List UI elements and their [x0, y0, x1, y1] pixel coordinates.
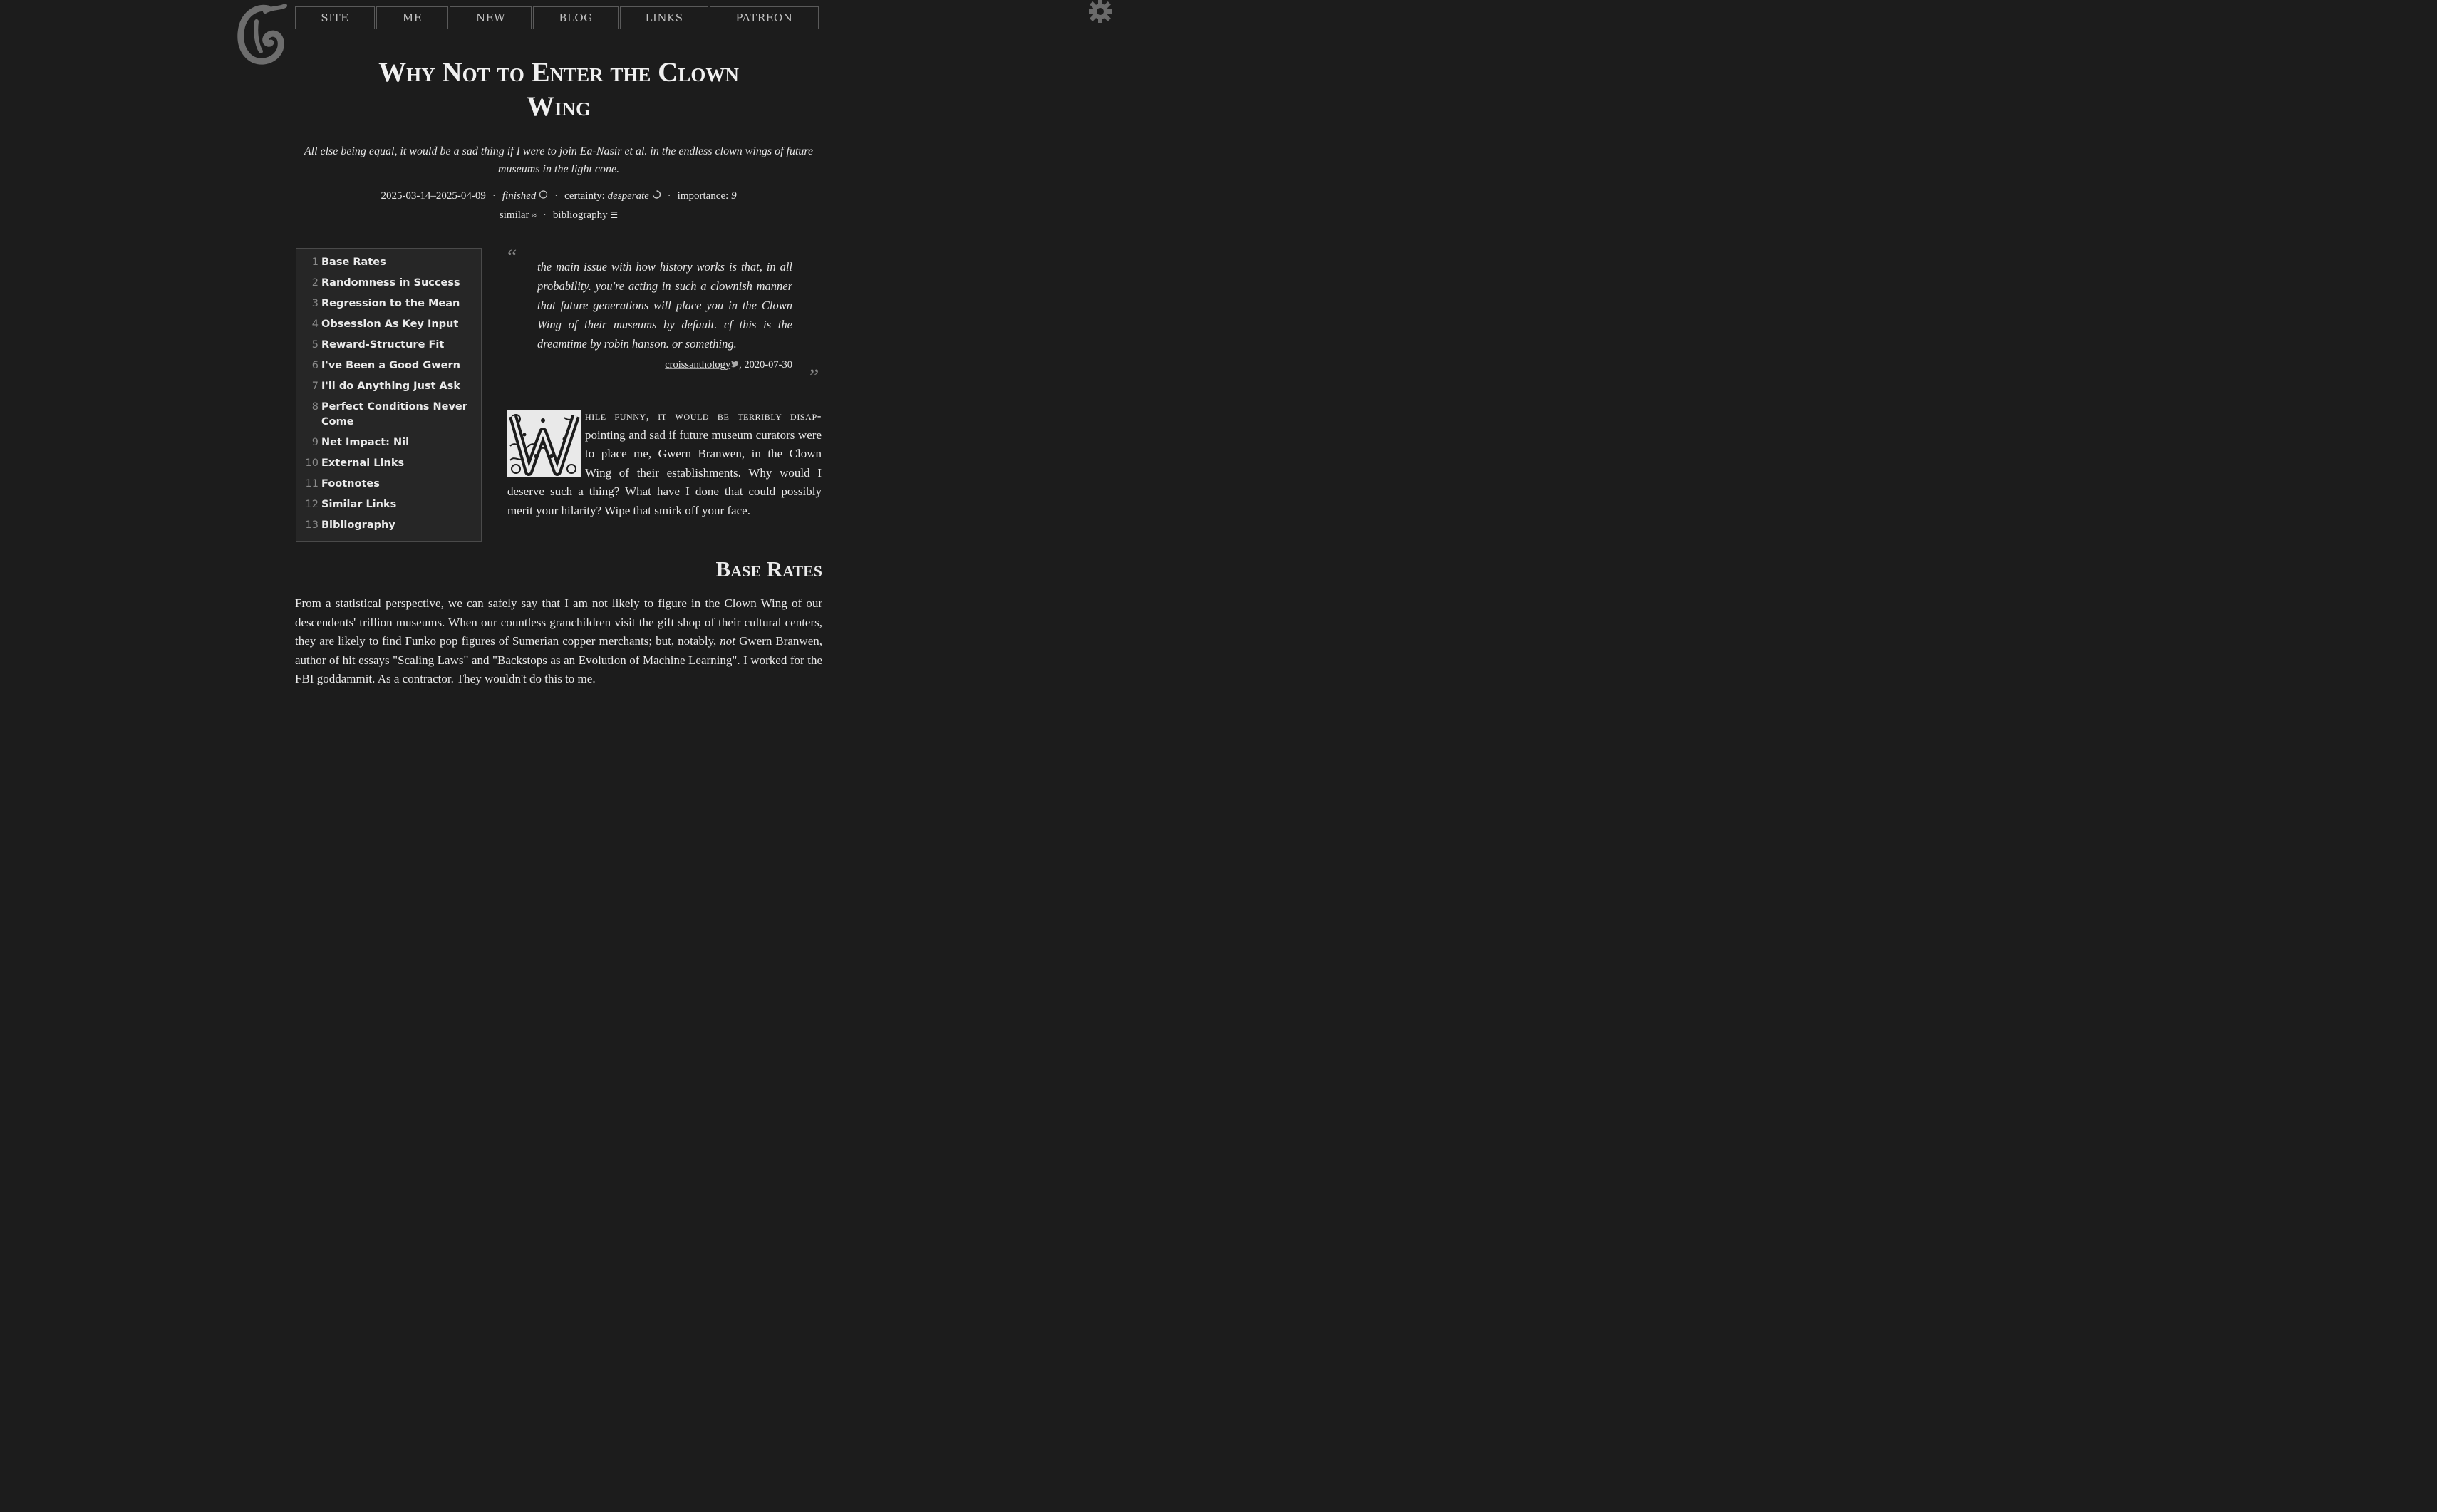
close-quote-icon: ” [809, 365, 819, 388]
intro-smallcaps: hile funny, it would be terribly disap- [585, 409, 822, 423]
toc-link[interactable]: Similar Links [321, 499, 397, 510]
toc-item[interactable] [302, 276, 475, 291]
toc-item[interactable] [302, 255, 475, 270]
toc-link[interactable]: Randomness in Success [321, 277, 460, 289]
toc-item[interactable] [302, 400, 475, 430]
toc-item[interactable] [302, 518, 475, 533]
status-text: finished [502, 190, 537, 202]
epigraph-text: the main issue with how history works is that, in all probability. you're acting in such a clownish manner that future generations will place you in the Clown Wing of their museums by default. cf this is the dreamtime by robin hanson. or something. [537, 260, 792, 351]
toc-link[interactable]: Bibliography [321, 519, 395, 531]
importance-value: 9 [731, 190, 737, 202]
toc-item[interactable] [302, 497, 475, 512]
similar-icon: ≈ [532, 210, 537, 220]
table-of-contents [296, 248, 482, 542]
toc-link[interactable]: Base Rates [321, 257, 386, 268]
top-nav [295, 6, 820, 29]
page-metadata: 2025-03-14–2025-04-09 · finished · certainty: desperate · importance: 9 similar ≈ · bibliography ☰ [381, 190, 737, 221]
certainty-link[interactable]: certainty [564, 190, 602, 202]
abstract-line1: All else being equal, it would be a sad thing if I were to join Ea-Nasir et al. in the endless clown wings of future [304, 145, 814, 157]
toc-link[interactable]: Net Impact: Nil [321, 437, 410, 448]
nav-links-button[interactable]: LINKS [620, 6, 708, 29]
body-text-part2: Gwern Branwen, author of hit essays "Scaling Laws" and "Backstops as an Evolution of Machine Learning". I worked for the FBI goddammit. As a contractor. They wouldn't do this to me. [295, 634, 822, 685]
toc-number: 7 [311, 380, 319, 392]
toc-number: 6 [311, 360, 319, 371]
certainty-value: desperate [607, 190, 649, 202]
gwern-logo[interactable] [235, 4, 288, 66]
toc-number: 5 [311, 339, 319, 351]
epigraph-date: , 2020-07-30 [739, 359, 792, 371]
epigraph-attribution [537, 359, 792, 371]
toc-link[interactable]: Perfect Conditions Never Come [321, 401, 467, 428]
importance-link[interactable]: importance [677, 190, 726, 202]
toc-item[interactable] [302, 435, 475, 450]
toc-link[interactable]: Reward-Structure Fit [321, 339, 445, 351]
toc-number: 1 [311, 257, 319, 268]
settings-gear-icon[interactable] [1087, 0, 1113, 26]
intro-rest: pointing and sad if future museum curators were to place me, Gwern Branwen, in the Clown Wing of their establishments. Why would I deserve such a thing? What have I done that could possibly merit your hilarity? Wipe that smirk off your face. [507, 428, 822, 517]
toc-item[interactable] [302, 338, 475, 353]
bibliography-list-icon: ☰ [610, 210, 619, 220]
section-heading-base-rates[interactable]: Base Rates [284, 554, 822, 586]
nav-blog-button[interactable]: BLOG [533, 6, 619, 29]
date-range: 2025-03-14–2025-04-09 [381, 190, 486, 202]
drop-cap-spacer [507, 407, 585, 481]
nav-site-button[interactable]: SITE [295, 6, 375, 29]
abstract-line2: museums in the light cone. [497, 163, 620, 175]
body-paragraph [295, 594, 822, 689]
nav-me-button[interactable]: ME [376, 6, 448, 29]
toc-number: 11 [305, 478, 319, 490]
toc-item[interactable] [302, 317, 475, 332]
page-title-line2: Wing [526, 91, 591, 122]
toc-item[interactable] [302, 456, 475, 471]
body-text-part1: From a statistical perspective, we can safely say that I am not likely to figure in the Clown Wing of our descendents' trillion museums. When our countless granchildren visit the gift shop of their cultural centers, they are likely to find Funko pop figures of Sumerian copper merchants; but, notably, [295, 596, 822, 648]
bibliography-link[interactable]: bibliography [552, 209, 608, 221]
toc-link[interactable]: External Links [321, 457, 405, 469]
page-title-line1: Why Not to Enter the Clown [378, 57, 739, 88]
toc-item[interactable] [302, 358, 475, 373]
toc-number: 8 [311, 401, 319, 413]
toc-item[interactable] [302, 379, 475, 394]
certainty-partial-circle-icon [652, 190, 661, 199]
toc-link[interactable]: Regression to the Mean [321, 298, 460, 309]
nav-patreon-button[interactable]: PATREON [710, 6, 819, 29]
toc-number: 12 [305, 499, 319, 510]
toc-link[interactable]: Obsession As Key Input [321, 319, 459, 330]
toc-link[interactable]: I'll do Anything Just Ask [321, 380, 461, 392]
toc-link[interactable]: Footnotes [321, 478, 380, 490]
toc-number: 4 [311, 319, 319, 330]
page-title [295, 56, 822, 124]
toc-link[interactable]: I've Been a Good Gwern [321, 360, 460, 371]
toc-item[interactable] [302, 296, 475, 311]
epigraph-author-link[interactable]: croissanthology [665, 359, 731, 371]
toc-number: 9 [311, 437, 319, 448]
similar-link[interactable]: similar [499, 209, 529, 221]
intro-paragraph [507, 407, 822, 520]
open-quote-icon: “ [507, 245, 517, 269]
nav-new-button[interactable]: NEW [450, 6, 532, 29]
toc-item[interactable] [302, 477, 475, 492]
page-abstract [295, 143, 822, 178]
toc-number: 13 [305, 519, 319, 531]
toc-number: 2 [311, 277, 319, 289]
twitter-bird-icon [730, 360, 739, 368]
status-circle-icon [539, 190, 548, 199]
toc-number: 10 [305, 457, 319, 469]
body-emphasis: not [720, 634, 736, 648]
toc-number: 3 [311, 298, 319, 309]
